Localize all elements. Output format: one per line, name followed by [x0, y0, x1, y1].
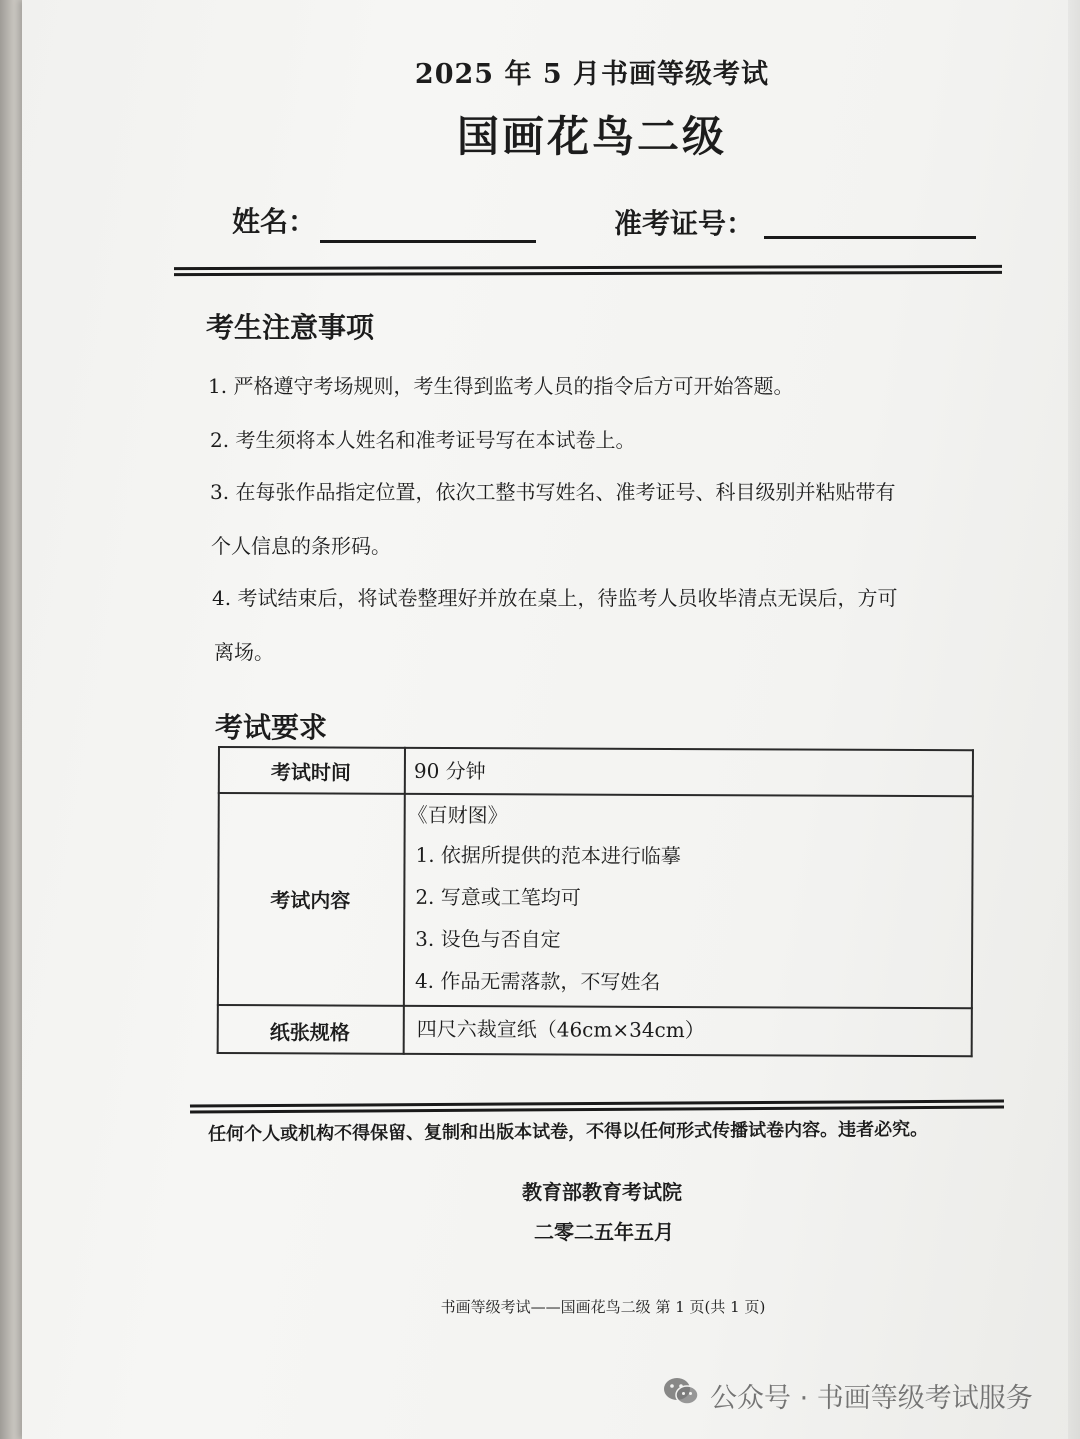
notes-heading: 考生注意事项	[206, 311, 375, 344]
name-label: 姓名：	[232, 205, 317, 238]
note-item-4-line-2: 离场。	[214, 640, 274, 664]
table-row-divider-2	[217, 1004, 973, 1009]
note-item-3-line-2: 个人信息的条形码。	[211, 534, 391, 558]
issuer: 教育部教育考试院	[522, 1180, 682, 1204]
wechat-icon	[662, 1376, 700, 1415]
exam-title: 2025 年 5 月书画等级考试	[414, 59, 770, 90]
exam-paper	[22, 0, 1080, 1439]
note-item-1: 1. 严格遵守考场规则，考生得到监考人员的指令后方可开始答题。	[208, 374, 794, 398]
footer-divider	[190, 1100, 1004, 1114]
time-label: 考试时间	[270, 760, 351, 785]
time-value: 90 分钟	[413, 758, 486, 784]
admission-number-blank	[764, 236, 976, 239]
issue-date: 二零二五年五月	[534, 1220, 674, 1244]
table-border-top	[218, 746, 974, 751]
copyright-notice: 任何个人或机构不得保留、复制和出版本试卷，不得以任何形式传播试卷内容。违者必究。	[208, 1118, 929, 1145]
page-footer: 书画等级考试——国画花鸟二级 第 1 页(共 1 页)	[440, 1298, 766, 1316]
content-item: 2. 写意或工笔均可	[415, 884, 581, 910]
content-label: 考试内容	[270, 888, 351, 913]
admission-number-label: 准考证号：	[614, 207, 755, 240]
paper-value: 四尺六裁宣纸（46cm×34cm）	[416, 1016, 705, 1043]
content-item: 3. 设色与否自定	[415, 926, 561, 952]
requirements-table	[217, 746, 974, 1057]
note-item-4-line-1: 4. 考试结束后，将试卷整理好并放在桌上，待监考人员收毕清点无误后，方可	[212, 586, 898, 610]
content-title: 《百财图》	[407, 802, 508, 828]
header-divider	[174, 265, 1002, 276]
note-item-3-line-1: 3. 在每张作品指定位置，依次工整书写姓名、准考证号、科目级别并粘贴带有	[210, 480, 896, 504]
content-item: 4. 作品无需落款，不写姓名	[414, 968, 661, 994]
note-item-2: 2. 考生须将本人姓名和准考证号写在本试卷上。	[210, 428, 636, 452]
table-row-divider-1	[218, 792, 974, 797]
wechat-watermark	[662, 1376, 1033, 1415]
table-border-bottom	[217, 1052, 973, 1057]
requirements-heading: 考试要求	[215, 711, 328, 744]
name-blank	[320, 240, 536, 243]
paper-label: 纸张规格	[269, 1020, 350, 1045]
exam-subject: 国画花鸟二级	[456, 112, 727, 161]
content-item: 1. 依据所提供的范本进行临摹	[415, 842, 682, 869]
watermark-text: 公众号 · 书画等级考试服务	[710, 1383, 1033, 1414]
